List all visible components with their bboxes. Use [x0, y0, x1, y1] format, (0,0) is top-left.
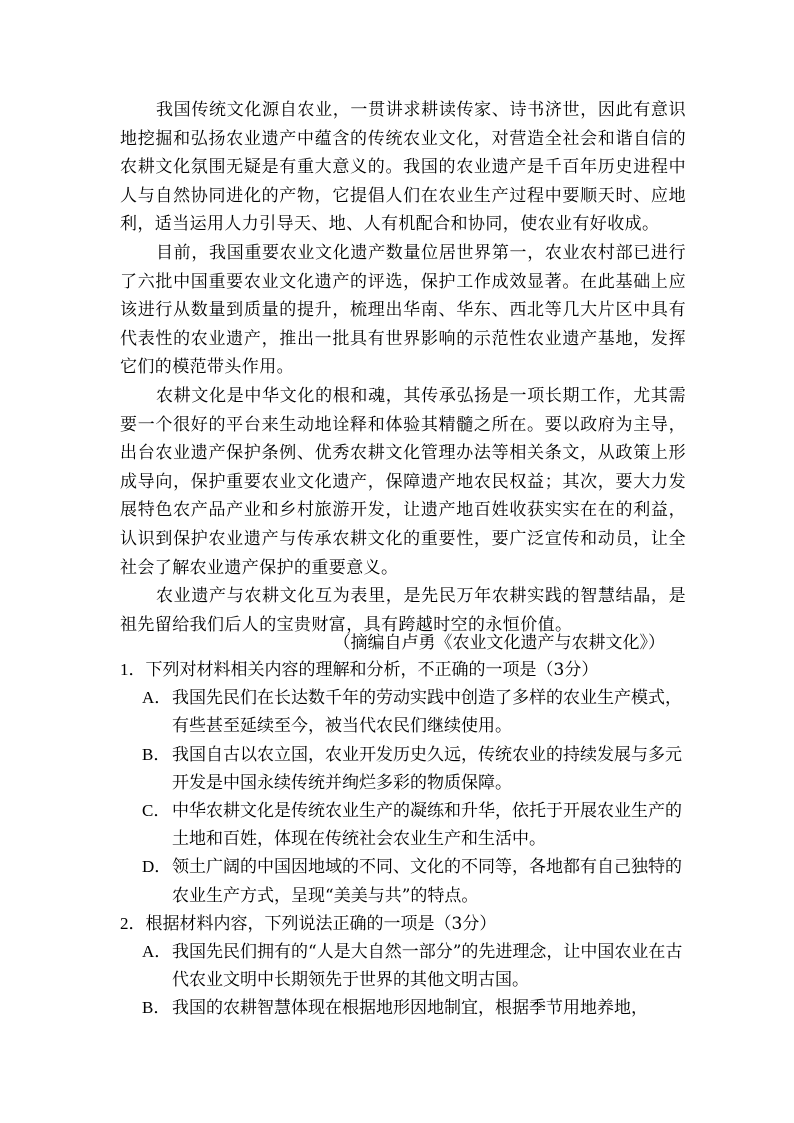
question-2-number: 2． [120, 913, 146, 933]
question-1-option-d [142, 853, 686, 909]
option-text: 领土广阔的中国因地域的不同、文化的不同等，各地都有自己独特的农业生产方式，呈现“美美与共”的特点。 [172, 857, 682, 906]
question-1-number: 1． [120, 660, 146, 679]
question-1 [120, 656, 686, 910]
option-text: 中华农耕文化是传统农业生产的凝练和升华，依托于开展农业生产的土地和百姓，体现在传统社会农业生产和生活中。 [172, 801, 682, 850]
option-letter: B． [142, 744, 171, 764]
question-1-option-a [142, 684, 686, 740]
option-text: 我国先民们在长达数千年的劳动实践中创造了多样的农业生产模式，有些甚至延续至今，被当代农民们继续使用。 [172, 688, 682, 737]
question-2-option-a [142, 938, 686, 994]
question-1-stem [120, 656, 686, 684]
passage-paragraph-4: 农业遗产与农耕文化互为表里，是先民万年农耕实践的智慧结晶，是祖先留给我们后人的宝贵财富，具有跨越时空的永恒价值。 [120, 586, 686, 635]
question-2-option-b [142, 994, 686, 1022]
passage-source-citation: （摘编自卢勇《农业文化遗产与农耕文化》） [333, 633, 665, 653]
option-text: 我国先民们拥有的“人是大自然一部分”的先进理念，让中国农业在古代农业文明中长期领先于世界的其他文明古国。 [172, 942, 683, 991]
passage-paragraph-3: 农耕文化是中华文化的根和魂，其传承弘扬是一项长期工作，尤其需要一个很好的平台来生动地诠释和体验其精髓之所在。要以政府为主导，出台农业遗产保护条例、优秀农耕文化管理办法等相关条文，从政策上形成导向，保护重要农业文化遗产，保障遗产地农民权益；其次，要大力发展特色农产品产业和乡村旅游开发，让遗产地百姓收获实实在在的利益，认识到保护农业遗产与传承农耕文化的重要性，要广泛宣传和动员，让全社会了解农业遗产保护的重要意义。 [120, 385, 686, 578]
option-text: 我国的农耕智慧体现在根据地形因地制宜，根据季节用地养地， [172, 998, 648, 1019]
option-letter: A． [142, 688, 172, 708]
option-text: 我国自古以农立国，农业开发历史久远，传统农业的持续发展与多元开发是中国永续传统并绚烂多彩的物质保障。 [172, 744, 682, 793]
question-2-text: 根据材料内容，下列说法正确的一项是（3分） [145, 913, 497, 934]
passage-paragraph-1: 我国传统文化源自农业，一贯讲求耕读传家、诗书济世，因此有意识地挖掘和弘扬农业遗产中蕴含的传统农业文化，对营造全社会和谐自信的农耕文化氛围无疑是有重大意义的。我国的农业遗产是千百年历史进程中人与自然协同进化的产物，它提倡人们在农业生产过程中要顺天时、应地利，适当运用人力引导天、地、人有机配合和协同，使农业有好收成。 [120, 100, 686, 235]
reading-passage [120, 96, 686, 639]
question-1-option-b [142, 741, 686, 797]
option-letter: D． [142, 857, 172, 877]
option-letter: B． [142, 998, 171, 1018]
option-letter: C． [142, 801, 171, 821]
question-1-text: 下列对材料相关内容的理解和分析，不正确的一项是（3分） [145, 660, 599, 680]
passage-paragraph-2: 目前，我国重要农业文化遗产数量位居世界第一，农业农村部已进行了六批中国重要农业文化遗产的评选，保护工作成效显著。在此基础上应该进行从数量到质量的提升，梳理出华南、华东、西北等几大片区中具有代表性的农业遗产，推出一批具有世界影响的示范性农业遗产基地，发挥它们的模范带头作用。 [120, 242, 686, 378]
question-1-option-c [142, 797, 686, 853]
option-letter: A． [142, 942, 172, 962]
question-2 [120, 910, 686, 1023]
question-list [120, 656, 686, 1023]
question-2-stem [120, 910, 686, 938]
